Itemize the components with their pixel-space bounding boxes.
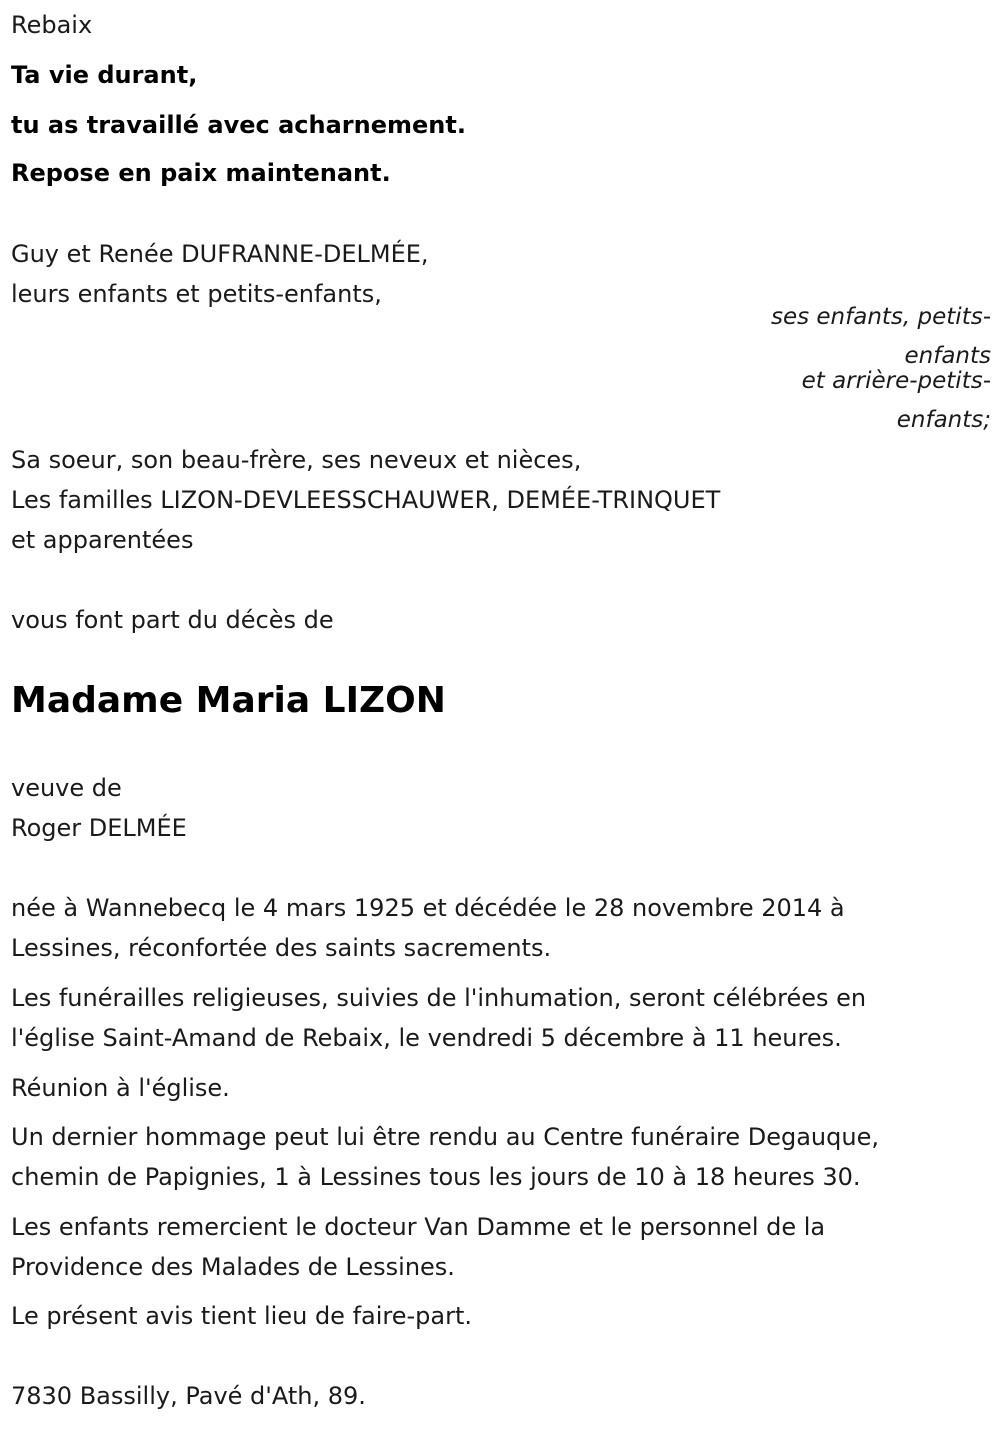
location-label: Rebaix — [11, 11, 93, 39]
family-aside-1: ses enfants, petits- — [770, 304, 991, 330]
family-line-4: Les familles LIZON-DEVLEESSCHAUWER, DEMÉE-TRINQUET — [11, 486, 721, 514]
deceased-name: Madame Maria LIZON — [11, 680, 446, 721]
birth-death-line-1: née à Wannebecq le 4 mars 1925 et décédée le 28 novembre 2014 à — [11, 894, 845, 922]
meeting-line: Réunion à l'église. — [11, 1074, 230, 1102]
family-line-3: Sa soeur, son beau-frère, ses neveux et nièces, — [11, 446, 582, 474]
thanks-line-2: Providence des Malades de Lessines. — [11, 1253, 455, 1281]
widow-of-label: veuve de — [11, 774, 122, 802]
address-line: 7830 Bassilly, Pavé d'Ath, 89. — [11, 1382, 366, 1410]
funeral-line-1: Les funérailles religieuses, suivies de l'inhumation, seront célébrées en — [11, 984, 867, 1012]
family-aside-3: et arrière-petits- — [801, 368, 991, 394]
poem-line-1: Ta vie durant, — [11, 61, 198, 89]
poem-line-2: tu as travaillé avec acharnement. — [11, 111, 466, 139]
family-line-5: et apparentées — [11, 526, 194, 554]
family-aside-2: enfants — [904, 343, 991, 369]
poem-line-3: Repose en paix maintenant. — [11, 159, 391, 187]
tribute-line-2: chemin de Papignies, 1 à Lessines tous les jours de 10 à 18 heures 30. — [11, 1163, 861, 1191]
notice-line: Le présent avis tient lieu de faire-part. — [11, 1302, 473, 1330]
family-line-2: leurs enfants et petits-enfants, — [11, 280, 382, 308]
birth-death-line-2: Lessines, réconfortée des saints sacrements. — [11, 934, 552, 962]
funeral-line-2: l'église Saint-Amand de Rebaix, le vendredi 5 décembre à 11 heures. — [11, 1024, 842, 1052]
tribute-line-1: Un dernier hommage peut lui être rendu au Centre funéraire Degauque, — [11, 1123, 879, 1151]
family-line-1: Guy et Renée DUFRANNE-DELMÉE, — [11, 240, 429, 268]
announcement-intro: vous font part du décès de — [11, 606, 334, 634]
spouse-name: Roger DELMÉE — [11, 814, 187, 842]
family-aside-4: enfants; — [896, 407, 991, 433]
thanks-line-1: Les enfants remercient le docteur Van Damme et le personnel de la — [11, 1213, 826, 1241]
